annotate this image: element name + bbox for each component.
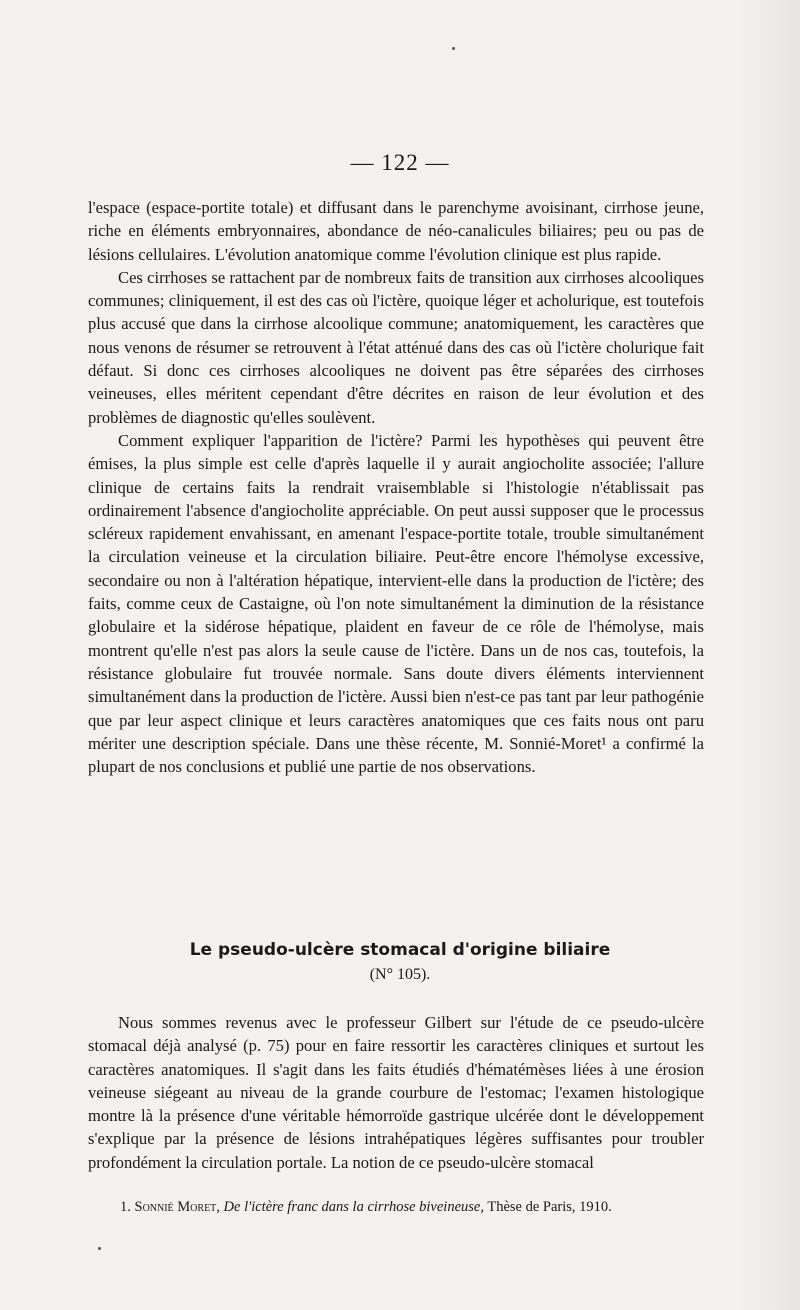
footnote-author: Sonnié Moret,: [134, 1199, 220, 1215]
footnote-number: 1.: [120, 1199, 131, 1215]
paragraph: l'espace (espace-portite totale) et diffusant dans le parenchyme avoisinant, cirrhose jeune, riche en éléments embryonnaires, abondance de néo-canalicules biliaires; peu ou pas de lésions cellulaires. L'évolution anatomique comme l'évolution clinique est plus rapide.: [88, 198, 704, 264]
paragraph: Ces cirrhoses se rattachent par de nombreux faits de transition aux cirrhoses alcooliques communes; cliniquement, il est des cas où l'ictère, quoique léger et acholurique, est toutefois plus accusé que dans la cirrhose alcoolique commune; anatomiquement, les caractères que nous venons de résumer se retrouvent à l'état atténué dans des cas où l'ictère cholurique fait défaut. Si donc ces cirrhoses alcooliques ne doivent pas être séparées des cirrhoses veineuses, elles méritent cependant d'être décrites en raison de leur évolution et des problèmes de diagnostic qu'elles soulèvent.: [88, 267, 704, 427]
page-number: — 122 —: [350, 150, 450, 175]
main-text-block: [88, 196, 704, 778]
footnote: [120, 1199, 720, 1216]
print-speck: [98, 1247, 101, 1250]
footnote-title: De l'ictère franc dans la cirrhose biveineuse,: [223, 1199, 484, 1215]
section-reference: (N° 105).: [369, 966, 431, 983]
section-title: Le pseudo-ulcère stomacal d'origine biliaire: [189, 940, 611, 960]
paragraph: Nous sommes revenus avec le professeur Gilbert sur l'étude de ce pseudo-ulcère stomacal déjà analysé (p. 75) pour en faire ressortir les caractères cliniques et surtout les caractères anatomiques. Il s'agit dans les faits étudiés d'hématémèses liées à une érosion veineuse siégeant au niveau de la grande courbure de l'estomac; l'examen histologique montre là la présence d'une véritable hémorroïde gastrique ulcérée dont le développement s'explique par la présence de lésions intrahépatiques légères suffisantes pour troubler profondément la circulation portale. La notion de ce pseudo-ulcère stomacal: [88, 1013, 704, 1172]
section-text-block: [88, 1011, 704, 1174]
paragraph: Comment expliquer l'apparition de l'ictère? Parmi les hypothèses qui peuvent être émises, la plus simple est celle d'après laquelle il y aurait angiocholite associée; l'allure clinique de certains faits la rendrait vraisemblable si l'histologie n'établissait pas ordinairement l'absence d'angiocholite appréciable. On peut aussi supposer que le processus scléreux rapidement envahissant, en amenant l'espace-portite totale, trouble simultanément la circulation veineuse et la circulation biliaire. Peut-être encore l'hémolyse excessive, secondaire ou non à l'altération hépatique, intervient-elle dans la production de l'ictère; des faits, comme ceux de Castaigne, où l'on note simultanément la diminution de la résistance globulaire et la sidérose hépatique, plaident en faveur de ce rôle de l'hémolyse, mais montrent qu'elle n'est pas alors la seule cause de l'ictère. Dans un de nos cas, toutefois, la résistance globulaire fut trouvée normale. Sans doute divers éléments interviennent simultanément dans la production de l'ictère. Aussi bien n'est-ce pas tant par leur pathogénie que par leur aspect clinique et leurs caractères anatomiques que ces faits nous ont paru mériter une description spéciale. Dans une thèse récente, M. Sonnié-Moret¹ a confirmé la plupart de nos conclusions et publié une partie de nos observations.: [88, 430, 704, 777]
footnote-rest: Thèse de Paris, 1910.: [487, 1199, 612, 1215]
print-speck: [452, 47, 455, 50]
